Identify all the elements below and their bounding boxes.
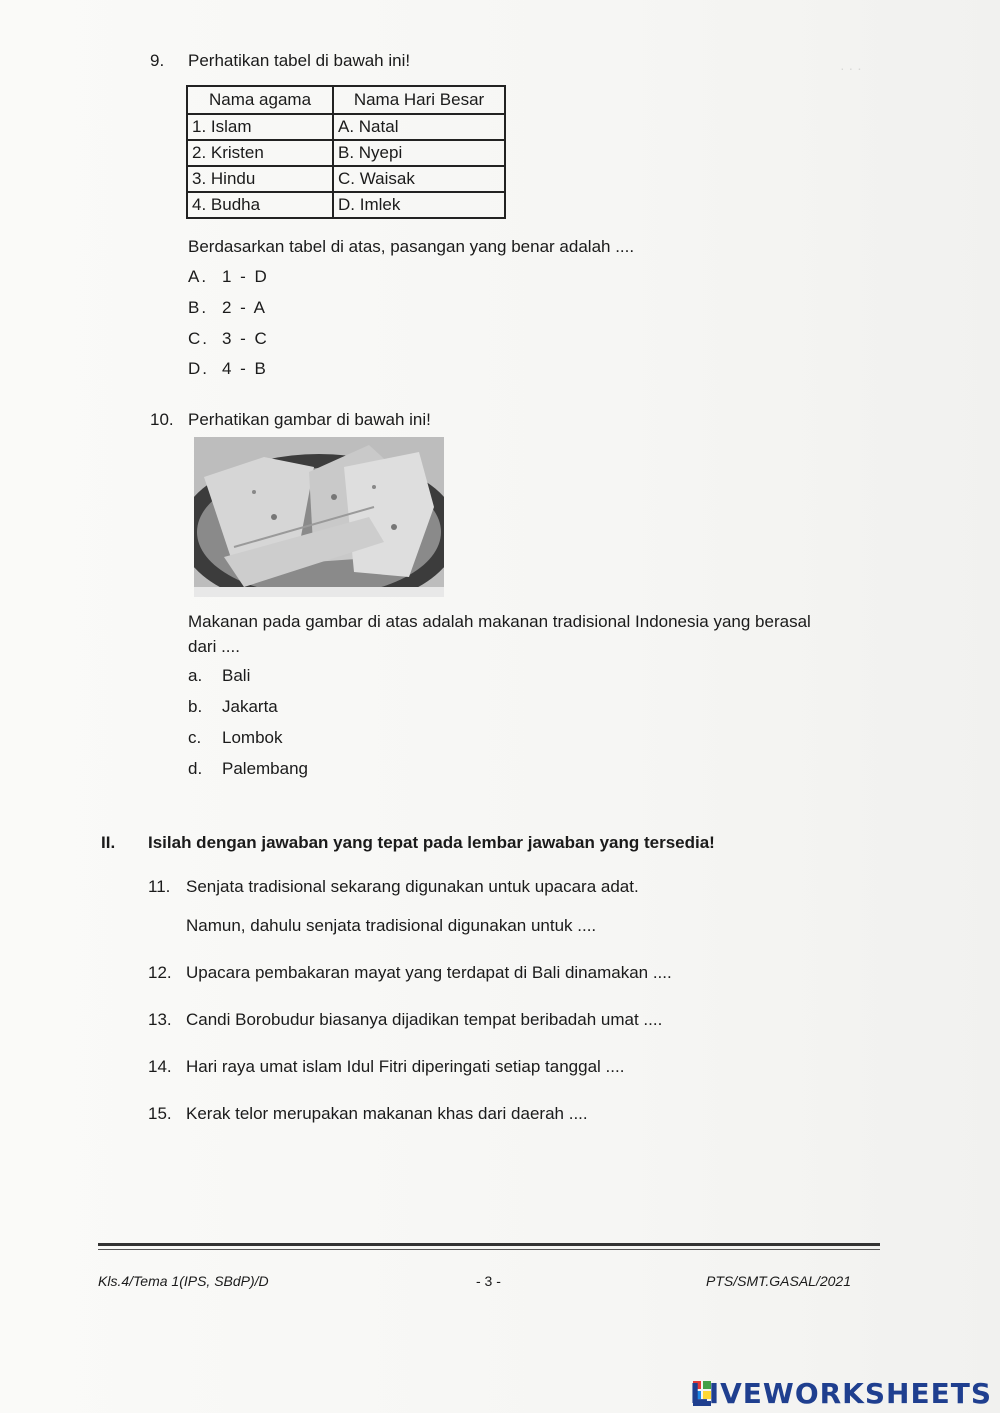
essay-question-11-line2: Namun, dahulu senjata tradisional digunakan untuk ....	[186, 916, 597, 935]
option-text: Jakarta	[222, 697, 278, 716]
table-cell: B. Nyepi	[333, 140, 505, 166]
option-b[interactable]	[188, 696, 278, 718]
option-a[interactable]	[188, 266, 269, 288]
question-number: 11.	[148, 877, 171, 896]
footer-class-info: Kls.4/Tema 1(IPS, SBdP)/D	[98, 1273, 269, 1289]
question-number: 9.	[150, 51, 165, 70]
question-text: Hari raya umat islam Idul Fitri diperingati setiap tanggal ....	[186, 1057, 625, 1076]
question-10-prompt-line2: dari ....	[188, 637, 240, 656]
option-text: 1 - D	[222, 267, 269, 286]
question-text: Upacara pembakaran mayat yang terdapat di Bali dinamakan ....	[186, 963, 672, 982]
table-header-cell: Nama agama	[187, 86, 333, 114]
question-text: Kerak telor merupakan makanan khas dari daerah ....	[186, 1104, 588, 1123]
question-text: Candi Borobudur biasanya dijadikan tempat beribadah umat ....	[186, 1010, 663, 1029]
question-9-prompt: Berdasarkan tabel di atas, pasangan yang benar adalah ....	[188, 237, 635, 256]
option-c[interactable]	[188, 727, 282, 749]
footer-exam-code: PTS/SMT.GASAL/2021	[706, 1273, 851, 1289]
question-number: 12.	[148, 963, 172, 982]
table-row	[187, 114, 505, 140]
table-cell: 3. Hindu	[187, 166, 333, 192]
food-photo	[194, 437, 444, 597]
essay-question-14	[148, 1056, 624, 1078]
option-d[interactable]	[188, 358, 268, 380]
table-cell: A. Natal	[333, 114, 505, 140]
footer-divider-thin	[98, 1249, 880, 1250]
option-text: Palembang	[222, 759, 309, 778]
option-d[interactable]	[188, 758, 308, 780]
question-text: Perhatikan tabel di bawah ini!	[188, 51, 411, 70]
option-text: 4 - B	[222, 359, 268, 378]
question-text: Perhatikan gambar di bawah ini!	[188, 410, 431, 429]
bleed-through-text: · · ·	[840, 60, 862, 76]
essay-question-13	[148, 1009, 662, 1031]
question-text: Senjata tradisional sekarang digunakan untuk upacara adat.	[186, 877, 639, 896]
footer-page-number: - 3 -	[476, 1273, 501, 1289]
table-cell: D. Imlek	[333, 192, 505, 218]
question-number: 13.	[148, 1010, 172, 1029]
question-10-prompt-line1: Makanan pada gambar di atas adalah makanan tradisional Indonesia yang berasal	[188, 612, 811, 631]
option-letter: A.	[188, 267, 209, 286]
table-cell: 2. Kristen	[187, 140, 333, 166]
essay-question-11	[148, 876, 639, 898]
table-cell: 4. Budha	[187, 192, 333, 218]
table-header-cell: Nama Hari Besar	[333, 86, 505, 114]
option-text: Bali	[222, 666, 251, 685]
option-letter: d.	[188, 759, 203, 778]
option-letter: D.	[188, 359, 209, 378]
table-row	[187, 192, 505, 218]
option-text: 2 - A	[222, 298, 267, 317]
section-2-title: Isilah dengan jawaban yang tepat pada lembar jawaban yang tersedia!	[148, 833, 715, 852]
option-text: 3 - C	[222, 329, 269, 348]
option-letter: a.	[188, 666, 203, 685]
brand-watermark: LIVEWORKSHEETS	[689, 1377, 992, 1410]
option-text: Lombok	[222, 728, 283, 747]
option-letter: c.	[188, 728, 202, 747]
question-number: 14.	[148, 1057, 172, 1076]
section-2-roman: II.	[101, 833, 116, 852]
religion-holiday-table	[186, 85, 506, 219]
table-cell: 1. Islam	[187, 114, 333, 140]
table-row	[187, 140, 505, 166]
table-cell: C. Waisak	[333, 166, 505, 192]
option-letter: B.	[188, 298, 209, 317]
table-header-row	[187, 86, 505, 114]
table-row	[187, 166, 505, 192]
footer-divider	[98, 1243, 880, 1246]
option-letter: C.	[188, 329, 209, 348]
question-number: 10.	[150, 410, 174, 429]
question-10	[150, 409, 431, 431]
question-9	[150, 50, 410, 72]
essay-question-15	[148, 1103, 588, 1125]
essay-question-12	[148, 962, 672, 984]
option-a[interactable]	[188, 665, 250, 687]
question-number: 15.	[148, 1104, 172, 1123]
option-b[interactable]	[188, 297, 267, 319]
option-letter: b.	[188, 697, 203, 716]
pempek-image	[194, 437, 444, 597]
option-c[interactable]	[188, 328, 269, 350]
